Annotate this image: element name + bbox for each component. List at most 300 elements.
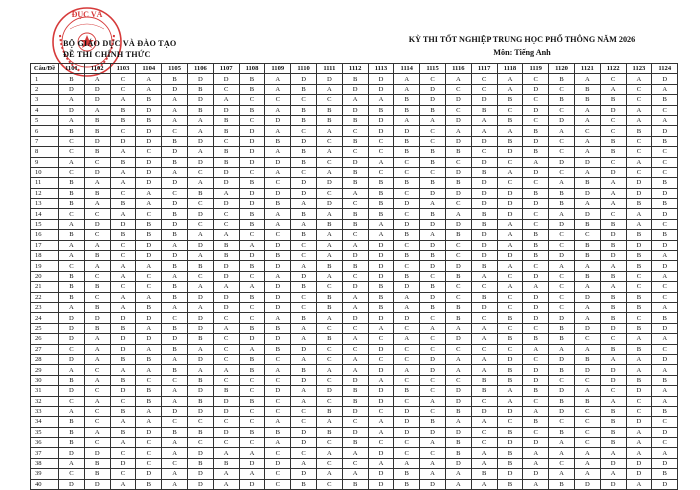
seal-text: ĐỤC VÀ [71,10,103,19]
answer-cell: A [497,282,523,292]
answer-cell: C [549,458,575,468]
table-row [31,469,678,479]
question-number-cell: 2 [31,84,59,94]
answer-cell: C [497,417,523,427]
answer-cell: B [497,136,523,146]
answer-cell: A [420,469,446,479]
answer-cell: C [394,323,420,333]
answer-cell: B [84,323,110,333]
answer-cell: C [626,406,652,416]
answer-cell: A [110,209,136,219]
answer-cell: C [600,334,626,344]
question-number-cell: 16 [31,230,59,240]
answer-cell: A [162,115,188,125]
answer-cell: B [162,230,188,240]
answer-cell: C [316,438,342,448]
answer-cell: A [574,136,600,146]
answer-cell: C [239,115,265,125]
answer-cell: A [420,230,446,240]
answer-cell: C [574,230,600,240]
answer-cell: C [213,334,239,344]
answer-cell: A [368,219,394,229]
answer-cell: D [59,105,85,115]
answer-cell: C [59,209,85,219]
answer-cell: B [291,157,317,167]
exam-code-header: 1119 [523,64,549,74]
answer-cell: C [574,334,600,344]
answer-cell: A [574,115,600,125]
ministry-header [63,38,177,60]
answer-cell: C [110,240,136,250]
answer-cell: C [420,126,446,136]
answer-cell: D [600,375,626,385]
answer-cell: B [342,74,368,84]
answer-cell: B [445,302,471,312]
answer-cell: C [368,438,394,448]
answer-cell: D [471,240,497,250]
answer-cell: A [316,147,342,157]
answer-cell: C [110,469,136,479]
answer-cell: C [471,313,497,323]
answer-cell: B [162,74,188,84]
answer-cell: D [445,334,471,344]
exam-code-header: 1106 [187,64,213,74]
answer-cell: C [549,302,575,312]
answer-cell: B [497,365,523,375]
answer-cell: D [162,219,188,229]
answer-cell: B [291,209,317,219]
answer-cell: A [136,74,162,84]
answer-cell: D [239,157,265,167]
answer-cell: B [136,219,162,229]
answer-cell: C [213,354,239,364]
answer-cell: D [420,354,446,364]
answer-cell: D [187,354,213,364]
answer-cell: D [471,230,497,240]
answer-cell: D [368,448,394,458]
answer-cell: B [549,479,575,489]
question-number-cell: 20 [31,271,59,281]
answer-cell: A [368,417,394,427]
answer-cell: A [471,115,497,125]
answer-cell: C [136,271,162,281]
answer-cell: A [445,323,471,333]
answer-cell: B [316,302,342,312]
answer-cell: A [59,115,85,125]
answer-cell: A [187,302,213,312]
answer-cell: B [394,178,420,188]
answer-cell: A [213,469,239,479]
question-number-cell: 13 [31,199,59,209]
answer-cell: C [316,396,342,406]
answer-cell: C [549,417,575,427]
answer-cell: B [626,126,652,136]
answer-cell: B [162,157,188,167]
answer-cell: B [523,386,549,396]
answer-cell: C [291,167,317,177]
answer-cell: A [420,323,446,333]
answer-cell: B [316,105,342,115]
answer-cell: A [600,178,626,188]
answer-cell: C [162,375,188,385]
answer-cell: D [652,479,678,489]
answer-cell: A [549,209,575,219]
answer-cell: B [291,230,317,240]
answer-cell: A [291,386,317,396]
table-row [31,313,678,323]
answer-cell: A [213,448,239,458]
answer-cell: A [600,448,626,458]
answer-cell: D [84,136,110,146]
answer-cell: A [213,188,239,198]
table-row [31,406,678,416]
answer-cell: B [652,469,678,479]
answer-cell: B [110,157,136,167]
answer-cell: B [136,386,162,396]
answer-cell: B [420,302,446,312]
exam-code-header: 1104 [136,64,162,74]
answer-cell: D [187,448,213,458]
answer-cell: D [110,313,136,323]
answer-cell: D [136,178,162,188]
answer-cell: A [265,438,291,448]
answer-cell: A [84,105,110,115]
answer-cell: A [497,396,523,406]
answer-cell: C [59,147,85,157]
answer-cell: A [652,365,678,375]
question-number-cell: 9 [31,157,59,167]
answer-cell: D [342,105,368,115]
answer-cell: B [59,282,85,292]
exam-code-header: 1107 [213,64,239,74]
question-number-cell: 35 [31,427,59,437]
answer-cell: B [600,271,626,281]
answer-cell: A [316,84,342,94]
answer-cell: D [136,334,162,344]
answer-cell: D [110,219,136,229]
answer-cell: D [368,479,394,489]
answer-cell: C [626,313,652,323]
answer-cell: B [213,157,239,167]
answer-cell: C [59,261,85,271]
answer-cell: A [265,126,291,136]
answer-cell: C [213,136,239,146]
answer-cell: D [59,354,85,364]
answer-cell: D [523,271,549,281]
answer-cell: C [342,126,368,136]
answer-cell: C [497,302,523,312]
answer-cell: B [213,147,239,157]
answer-cell: D [239,199,265,209]
answer-cell: A [316,417,342,427]
answer-cell: B [471,261,497,271]
answer-cell: C [187,438,213,448]
answer-cell: D [497,438,523,448]
answer-cell: D [549,406,575,416]
answer-cell: C [549,167,575,177]
answer-cell: C [497,292,523,302]
answer-cell: D [59,323,85,333]
answer-cell: B [84,469,110,479]
answer-cell: C [265,375,291,385]
answer-cell: A [600,396,626,406]
answer-cell: A [265,365,291,375]
answer-cell: C [162,313,188,323]
answer-cell: C [394,438,420,448]
answer-cell: D [368,313,394,323]
answer-cell: D [342,375,368,385]
answer-cell: B [497,479,523,489]
answer-cell: A [342,365,368,375]
answer-cell: B [626,261,652,271]
answer-cell: D [84,448,110,458]
answer-cell: B [136,302,162,312]
answer-cell: C [652,105,678,115]
table-row [31,396,678,406]
table-row [31,354,678,364]
answer-cell: D [368,386,394,396]
answer-cell: A [445,469,471,479]
answer-cell: A [652,396,678,406]
table-row [31,84,678,94]
answer-cell: A [110,178,136,188]
answer-cell: C [549,240,575,250]
answer-cell: C [549,282,575,292]
answer-cell: A [368,375,394,385]
answer-cell: A [110,479,136,489]
answer-cell: D [549,219,575,229]
answer-cell: B [471,386,497,396]
answer-cell: C [59,469,85,479]
answer-cell: D [420,188,446,198]
answer-cell: C [549,136,575,146]
answer-cell: B [110,427,136,437]
answer-cell: C [652,292,678,302]
question-number-cell: 28 [31,354,59,364]
answer-cell: C [368,136,394,146]
answer-cell: C [420,271,446,281]
answer-cell: B [342,438,368,448]
answer-cell: A [497,74,523,84]
answer-cell: D [600,230,626,240]
answer-cell: A [600,188,626,198]
answer-cell: D [420,292,446,302]
answer-cell: C [187,271,213,281]
answer-cell: A [162,386,188,396]
answer-cell: D [394,406,420,416]
answer-cell: C [213,375,239,385]
answer-cell: A [342,95,368,105]
answer-cell: D [187,323,213,333]
answer-cell: A [394,84,420,94]
answer-cell: D [394,313,420,323]
answer-cell: D [523,136,549,146]
table-row [31,74,678,84]
table-row [31,479,678,489]
answer-cell: B [84,302,110,312]
answer-cell: A [291,261,317,271]
question-number-cell: 40 [31,479,59,489]
corner-header-cell: Câu/Đề [31,64,59,74]
answer-cell: B [59,230,85,240]
answer-cell: A [110,95,136,105]
answer-cell: C [265,479,291,489]
question-number-cell: 37 [31,448,59,458]
answer-cell: B [213,251,239,261]
official-exam-label: ĐỀ THI CHÍNH THỨC [63,50,151,59]
answer-cell: B [420,178,446,188]
answer-cell: A [574,313,600,323]
answer-cell: C [420,406,446,416]
answer-cell: B [213,126,239,136]
answer-cell: B [600,302,626,312]
answer-cell: A [316,469,342,479]
answer-cell: A [162,479,188,489]
answer-cell: C [265,354,291,364]
answer-cell: C [497,105,523,115]
answer-cell: D [265,240,291,250]
answer-cell: B [574,240,600,250]
answer-cell: A [600,261,626,271]
answer-cell: B [239,84,265,94]
answer-cell: D [187,406,213,416]
answer-cell: D [136,240,162,250]
answer-cell: B [471,209,497,219]
answer-cell: D [394,199,420,209]
answer-cell: C [84,417,110,427]
answer-cell: B [549,323,575,333]
answer-cell: C [368,354,394,364]
answer-cell: A [136,323,162,333]
answer-cell: A [445,479,471,489]
answer-cell: B [420,157,446,167]
answer-cell: B [523,240,549,250]
answer-cell: C [239,167,265,177]
answer-cell: C [265,396,291,406]
answer-cell: B [213,240,239,250]
answer-cell: A [368,230,394,240]
answer-cell: B [394,105,420,115]
answer-cell: D [239,188,265,198]
question-number-cell: 31 [31,386,59,396]
answer-cell: B [239,365,265,375]
answer-cell: B [445,448,471,458]
answer-cell: D [239,126,265,136]
answer-cell: C [342,230,368,240]
answer-cell: B [574,251,600,261]
answer-cell: A [626,334,652,344]
answer-cell: D [445,386,471,396]
answer-cell: B [574,354,600,364]
answer-cell: B [342,136,368,146]
question-number-cell: 4 [31,105,59,115]
answer-cell: B [471,219,497,229]
table-row [31,458,678,468]
answer-cell: C [652,219,678,229]
answer-cell: A [420,458,446,468]
answer-cell: D [549,251,575,261]
answer-cell: C [471,438,497,448]
answer-cell: C [110,396,136,406]
exam-code-header: 1122 [600,64,626,74]
answer-cell: C [471,147,497,157]
answer-cell: C [549,230,575,240]
answer-cell: C [239,230,265,240]
answer-cell: B [549,199,575,209]
answer-cell: A [574,261,600,271]
header-row [31,64,678,74]
answer-cell: C [187,167,213,177]
answer-cell: B [291,147,317,157]
answer-cell: C [316,157,342,167]
answer-cell: A [626,74,652,84]
answer-cell: C [239,302,265,312]
answer-cell: B [239,261,265,271]
answer-cell: A [265,209,291,219]
answer-cell: A [652,271,678,281]
answer-cell: A [110,292,136,302]
answer-cell: B [59,292,85,302]
answer-cell: C [265,448,291,458]
answer-cell: C [110,126,136,136]
answer-cell: D [626,469,652,479]
answer-cell: A [162,167,188,177]
answer-cell: D [652,354,678,364]
answer-cell: D [420,427,446,437]
answer-cell: C [445,240,471,250]
answer-cell: A [59,302,85,312]
answer-cell: D [110,458,136,468]
answer-cell: D [59,313,85,323]
answer-cell: D [420,95,446,105]
answer-cell: C [652,282,678,292]
table-row [31,95,678,105]
answer-cell: C [110,282,136,292]
answer-cell: B [239,105,265,115]
answer-cell: D [291,375,317,385]
answer-cell: A [110,167,136,177]
answer-cell: B [187,458,213,468]
answer-cell: A [445,209,471,219]
answer-cell: C [84,230,110,240]
question-number-cell: 34 [31,417,59,427]
answer-cell: C [445,199,471,209]
answer-cell: C [84,386,110,396]
answer-cell: C [342,323,368,333]
answer-cell: A [136,84,162,94]
answer-cell: A [652,448,678,458]
table-row [31,438,678,448]
answer-cell: C [394,209,420,219]
exam-code-header: 1112 [342,64,368,74]
answer-cell: B [497,115,523,125]
answer-cell: C [420,386,446,396]
answer-cell: B [187,427,213,437]
exam-code-header: 1109 [265,64,291,74]
answer-cell: A [213,323,239,333]
answer-cell: B [497,334,523,344]
answer-cell: D [265,302,291,312]
answer-cell: D [497,188,523,198]
answer-cell: D [187,313,213,323]
answer-cell: D [600,458,626,468]
answer-cell: C [239,386,265,396]
answer-cell: B [239,74,265,84]
answer-cell: A [213,479,239,489]
answer-cell: D [291,178,317,188]
answer-cell: A [110,302,136,312]
answer-cell: C [84,292,110,302]
